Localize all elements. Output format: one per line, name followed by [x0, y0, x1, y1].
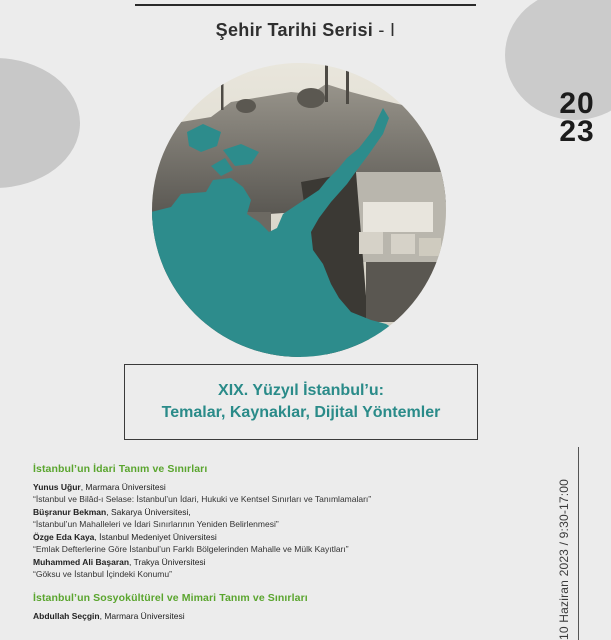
speaker-name: Özge Eda Kaya: [33, 532, 95, 542]
list-item: [33, 556, 543, 580]
vertical-divider: [578, 447, 579, 640]
list-item: [33, 481, 543, 505]
speaker-name: Yunus Uğur: [33, 482, 81, 492]
speaker-name: Muhammed Ali Başaran: [33, 557, 130, 567]
speaker-line: [33, 531, 543, 543]
program-list: [33, 463, 543, 623]
speaker-affiliation: , Marmara Üniversitesi: [80, 482, 166, 492]
decorative-circle-left: [0, 58, 80, 188]
year-label: [547, 87, 607, 148]
list-item: [33, 506, 543, 530]
speaker-line: [33, 481, 543, 493]
event-title-line2: Temalar, Kaynaklar, Dijital Yöntemler: [161, 404, 441, 421]
speaker-affiliation: , Trakya Üniversitesi: [129, 557, 206, 567]
speaker-affiliation: , Marmara Üniversitesi: [99, 611, 185, 621]
event-title-line1: XIX. Yüzyıl İstanbul’u:: [218, 382, 384, 399]
section-title: İstanbul’un İdari Tanım ve Sınırları: [33, 463, 208, 475]
series-title: Şehir Tarihi Serisi - I: [215, 20, 396, 40]
speaker-name: Abdullah Seçgin: [33, 611, 100, 621]
speaker-affiliation: , Sakarya Üniversitesi,: [106, 507, 191, 517]
speaker-name: Büşranur Bekman: [33, 507, 107, 517]
year-top: 20: [559, 87, 595, 120]
talk-title: “Emlak Defterlerine Göre İstanbul’un Farklı Bölgelerinden Mahalle ve Mülk Kayıtları”: [33, 544, 349, 554]
list-item: [33, 531, 543, 555]
istanbul-photo-circle: [151, 62, 447, 358]
year-bottom: 23: [559, 115, 595, 148]
speaker-line: [33, 506, 543, 518]
speaker-affiliation: , İstanbul Medeniyet Üniversitesi: [94, 532, 217, 542]
top-rule: [135, 4, 476, 6]
talk-title: “Göksu ve İstanbul İçindeki Konumu”: [33, 569, 172, 579]
talk-title: “İstanbul’un Mahalleleri ve İdari Sınırlarının Yeniden Belirlenmesi”: [33, 519, 279, 529]
event-title-box: [124, 364, 478, 440]
speaker-line: [33, 556, 543, 568]
speaker-line: [33, 610, 543, 622]
talk-title: “İstanbul ve Bilâd-ı Selase: İstanbul’un İdari, Hukuki ve Kentsel Sınırları ve Tanımlamaları”: [33, 494, 372, 504]
list-item: [33, 610, 543, 622]
event-date-time: 10 Haziran 2023 / 9:30-17:00: [557, 478, 571, 640]
section-title: İstanbul’un Sosyokültürel ve Mimari Tanım ve Sınırları: [33, 592, 308, 604]
